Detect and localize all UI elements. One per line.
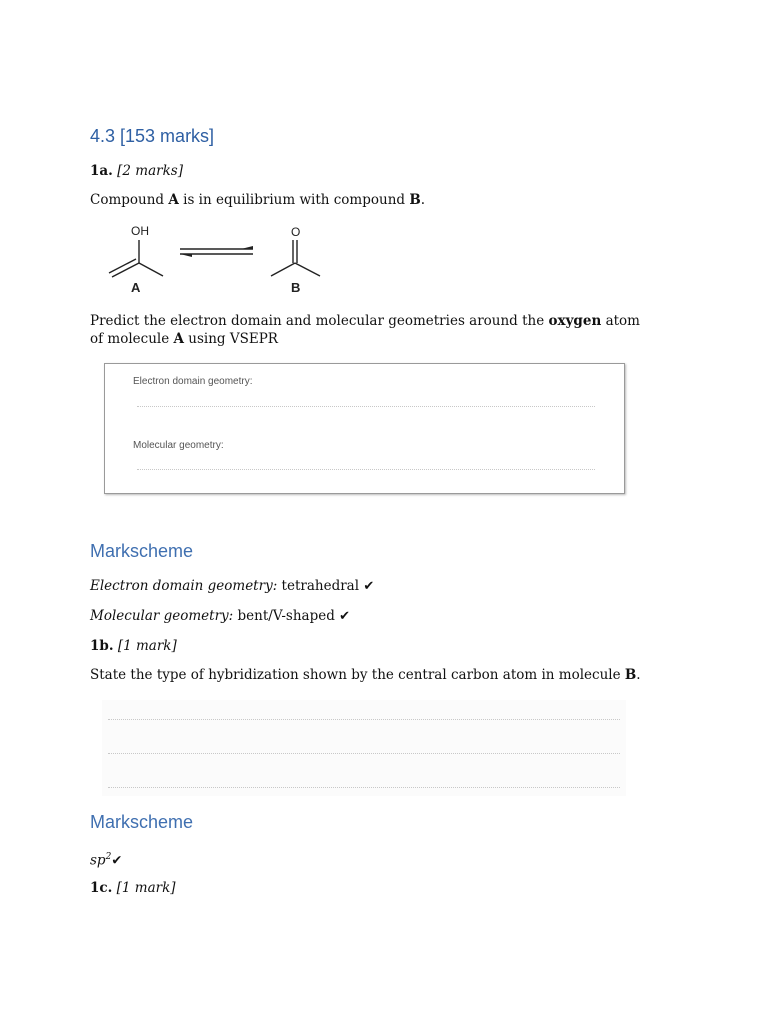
question-marks: [1 mark] [117,638,177,654]
question-number: 1b. [90,638,114,654]
molecule-a-label: A [131,280,141,295]
answer-line[interactable] [137,469,595,470]
markscheme-line-molecular-geometry: Molecular geometry: bent/V-shaped ✔ [90,608,351,624]
markscheme-heading: Markscheme [90,541,194,561]
question-1b-prompt: State the type of hybridization shown by the central carbon atom in molecule B. [90,667,641,683]
question-1a-prompt: Predict the electron domain and molecular geometries around the oxygen atom of molecule A using VSEPR [90,313,640,347]
question-1a-header [90,162,183,180]
answer-line[interactable] [137,406,595,407]
check-icon: ✔ [339,609,351,624]
answer-lines-area [102,700,626,796]
markscheme-line-electron-domain: Electron domain geometry: tetrahedral ✔ [90,578,375,594]
equilibrium-arrow [180,246,253,257]
o-label: O [291,225,301,239]
question-1c-header [90,879,176,897]
molecular-geometry-label: Molecular geometry: [133,440,224,451]
question-marks: [1 mark] [116,880,176,896]
molecule-b-structure [271,240,320,276]
molecule-b-label: B [291,280,301,295]
question-number: 1c. [90,880,113,896]
oh-label: OH [131,224,149,238]
answer-line[interactable] [108,753,620,754]
molecule-a-structure [109,240,163,277]
markscheme-heading: Markscheme [90,812,194,832]
check-icon: ✔ [363,579,375,594]
question-number: 1a. [90,163,113,179]
question-heading: 4.3 [153 marks] [90,126,215,146]
question-1b-header [90,637,177,655]
answer-line[interactable] [108,787,620,788]
electron-domain-label: Electron domain geometry: [133,376,253,387]
markscheme-answer-hybridization: $sp^2✔$ [90,852,123,869]
answer-box [104,363,625,494]
question-1a-intro: Compound A is in equilibrium with compound B. [90,192,426,208]
question-marks: [2 marks] [117,163,183,179]
answer-line[interactable] [108,719,620,720]
equilibrium-diagram [100,218,340,300]
check-icon: ✔ [111,853,123,869]
